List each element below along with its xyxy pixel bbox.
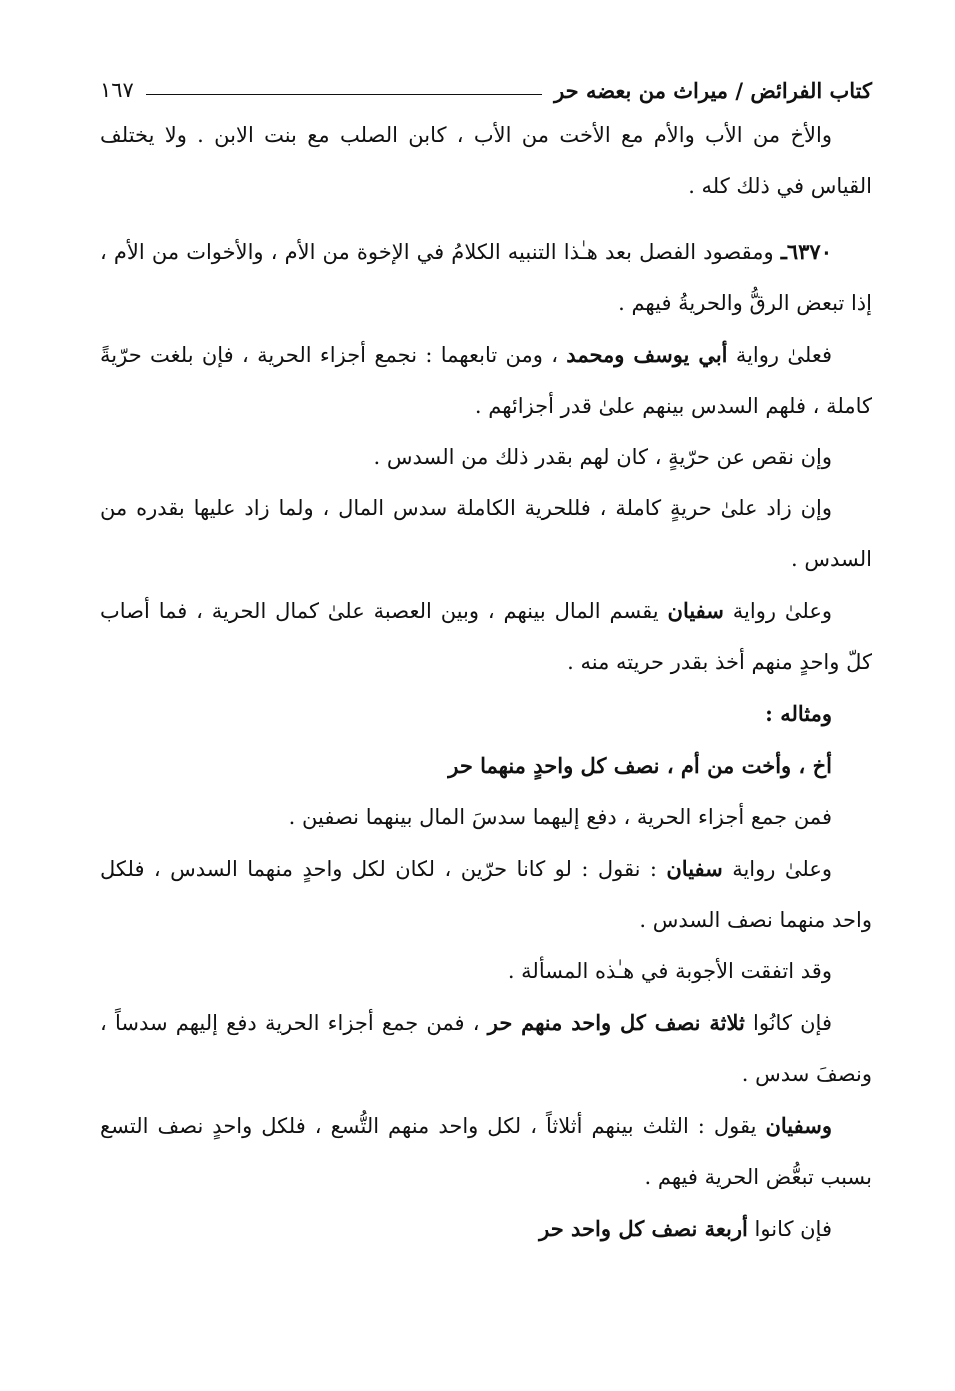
paragraph-11 bbox=[100, 946, 872, 997]
bold-heading: ومثاله : bbox=[765, 701, 832, 726]
bold-example: أخ ، وأخت من أم ، نصف كل واحدٍ منهما حر bbox=[448, 753, 832, 778]
header-rule bbox=[146, 94, 542, 95]
paragraph-text: فإن كانُوا bbox=[744, 1011, 832, 1035]
bold-name: أبي يوسف ومحمد bbox=[566, 342, 728, 367]
paragraph-3 bbox=[100, 329, 872, 432]
paragraph-8 bbox=[100, 740, 872, 792]
paragraph-1 bbox=[100, 110, 872, 212]
paragraph-10 bbox=[100, 843, 872, 946]
paragraph-text: ومقصود الفصل بعد هـٰذا التنبيه الكلامُ في الإخوة من الأم ، والأخوات من الأم ، إذا تبعض الرقُّ والحريةُ فيهم . bbox=[100, 240, 872, 315]
bold-example: أربعة نصف كل واحد حر bbox=[539, 1216, 748, 1241]
paragraph-text: ، فمن جمع أجزاء الحرية دفع إليهم سدساً ، ونصفَ سدس . bbox=[100, 1011, 872, 1086]
paragraph-text: وعلىٰ رواية bbox=[722, 857, 832, 881]
paragraph-5 bbox=[100, 483, 872, 585]
paragraph-text: يقول : الثلث بينهم أثلاثاً ، لكل واحد منهم التُّسع ، فلكل واحدٍ نصف التسع بسبب تبعُّض الحرية فيهم . bbox=[100, 1114, 872, 1189]
paragraph-text: ، ومن تابعهما : نجمع أجزاء الحرية ، فإن بلغت حرّيةً كاملة ، فلهم السدس بينهم علىٰ قدر أجزائهم . bbox=[100, 343, 872, 418]
paragraph-text: وإن زاد علىٰ حريةٍ كاملة ، فللحرية الكاملة سدس المال ، ولما زاد عليها بقدره من السدس . bbox=[100, 496, 872, 571]
paragraph-13 bbox=[100, 1100, 872, 1203]
paragraph-9 bbox=[100, 792, 872, 843]
paragraph-text: والأخ من الأب والأم مع الأخت من الأب ، كابن الصلب مع بنت الابن . ولا يختلف القياس في ذلك كله . bbox=[100, 123, 872, 198]
paragraph-text: : نقول : لو كانا حرّين ، لكان لكل واحدٍ منهما السدس ، فلكل واحد منهما نصف السدس . bbox=[100, 857, 872, 932]
header-title: كتاب الفرائض / ميراث من بعضه حر bbox=[554, 77, 872, 103]
paragraph-text: فمن جمع أجزاء الحرية ، دفع إليهما سدسَ المال بينهما نصفين . bbox=[288, 805, 832, 829]
section-number: ٦٣٧٠ـ bbox=[780, 239, 832, 264]
book-page bbox=[100, 70, 872, 1255]
paragraph-6 bbox=[100, 585, 872, 688]
paragraph-14 bbox=[100, 1203, 872, 1255]
paragraph-text: وإن نقص عن حرّيةٍ ، كان لهم بقدر ذلك من السدس . bbox=[373, 445, 832, 469]
paragraph-text: يقسم المال بينهم ، وبين العصبة علىٰ كمال الحرية ، فما أصاب كلّ واحدٍ منهم أخذ بقدر حريته منه . bbox=[100, 599, 872, 674]
paragraph-7 bbox=[100, 688, 872, 740]
bold-name: وسفيان bbox=[765, 1113, 832, 1138]
paragraph-text: فعلىٰ رواية bbox=[727, 343, 832, 367]
page-number: ١٦٧ bbox=[100, 78, 134, 102]
paragraph-text: وعلىٰ رواية bbox=[723, 599, 832, 623]
running-header bbox=[100, 70, 872, 110]
paragraph-text: وقد اتفقت الأجوبة في هـٰذه المسألة . bbox=[507, 959, 832, 983]
bold-example: ثلاثة نصف كل واحد منهم حر bbox=[487, 1010, 745, 1035]
paragraph-6370 bbox=[100, 226, 872, 329]
paragraph-text: فإن كانوا bbox=[747, 1217, 832, 1241]
bold-name: سفيان bbox=[666, 856, 723, 881]
page-body bbox=[100, 110, 872, 1255]
bold-name: سفيان bbox=[667, 598, 724, 623]
paragraph-12 bbox=[100, 997, 872, 1100]
paragraph-4 bbox=[100, 432, 872, 483]
